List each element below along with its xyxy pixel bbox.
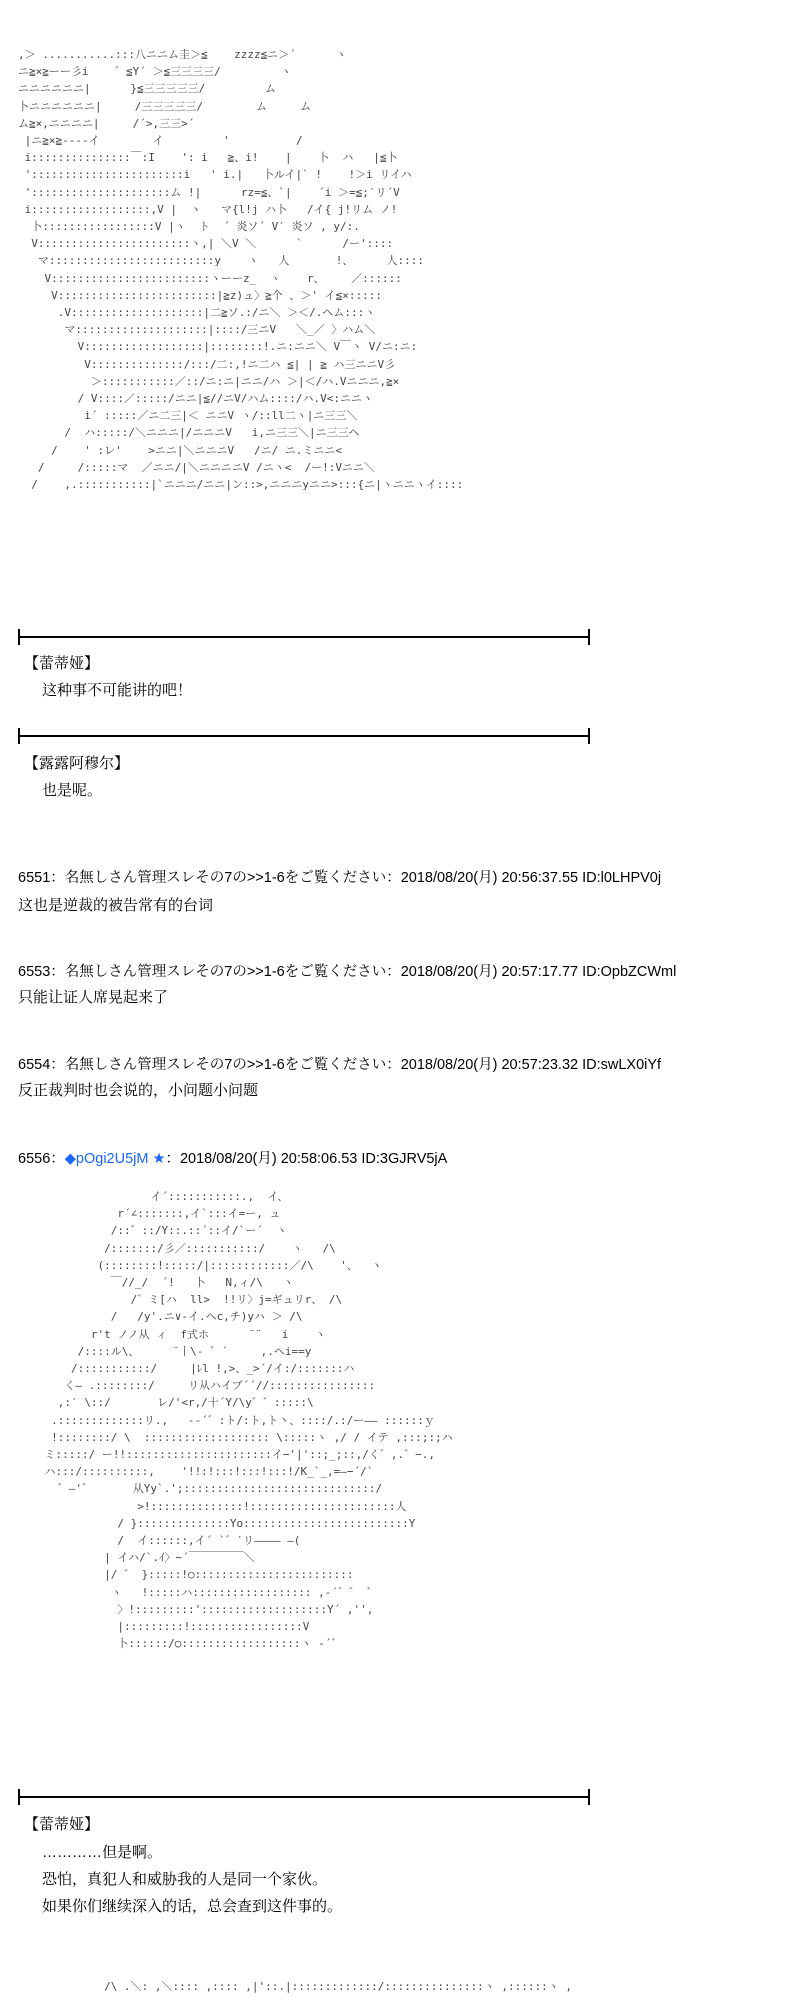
post-body: 反正裁判时也会说的，小问题小问题 [18, 1082, 259, 1099]
post-header: 6554：名無しさん管理スレその7の>>1-6をご覧ください：2018/08/20(月) 20:57:23.32 ID:swLX0iYf [18, 1057, 662, 1073]
speech-line: …………但是啊。 [42, 1844, 163, 1861]
speaker-name: 【蕾蒂娅】 [24, 655, 100, 672]
speech-line: 也是呢。 [42, 782, 103, 799]
trip-code[interactable]: ◆pOgi2U5jM ★ [64, 1151, 166, 1167]
post-header-6556 [18, 1149, 447, 1169]
post-body: 这也是逆裁的被告常有的台词 [18, 897, 214, 914]
divider [18, 735, 590, 737]
divider [18, 636, 590, 638]
speaker-name: 【露露阿穆尔】 [24, 755, 130, 772]
speech-line: 如果你们继续深入的话，总会查到这件事的。 [42, 1898, 343, 1915]
speech-line: 这种事不可能讲的吧！ [42, 682, 193, 699]
ascii-art-bottom: イ´:::::::::::., イ、 r´∠:::::::,イ`:::イ=ー, ュ /::゛::/Y::.::´::イ/`ー´ ヽ /:::::::/彡／:::::::::::/ ヽ /\ (::::::::!:::::/|::::::::::::／/\ '、 ヽ ￣//_/ ´! 卜 N,ィ/\ ヽ /゛ミ[ハ ll> !!リ〉j=ギュリr、 /\ / /y'.ニ∨-イ.ヘc,チ)yハ ＞ /\ r't ノノ从 ィ f式ホ ¨¨ i ヽ /::::ル\、 ¨丨\- ゛´ ,.ヘi==y /:::::::::::/ |ﾚl !,>、_>´/イ:/:::::::ハ く― .::::::::/ リ从ハイブ´´//:::::::::::::::: ,:′ \::/ レ/'<r,/十´Y/\y゛゛:::::\ .:::::::::::::リ., -‐´゛:ト/:ト,ト丶、::::/.:/ー―― ::::::ｙ !::::::::/ \ ::::::::::::::::::: \:::::ヽ ,/ / イテ ,:::;:;ハ ミ:::::/ ー!!::::::::::::::::::::::イ−'|'::;_;::,/く゛,.゛−., ハ:::/::::::::::, '!!:!:::!:::!:::!/K_`_,=―−´/` ゛―'゛ 从Yy`.';:::::::::::::::::::::::::::::/ >!::::::::::::::!::::::::::::::::::::::人 / }::::::::::::::Yo:::::::::::::::::::::::::Y / イ::::::,イ´ `゛′リ―――― ―( | イハ/`.ｲ〉∼´￣￣￣￣￣＼ |/ ゛ }:::::!○:::::::::::::::::::::::: ヽ !:::::ハ:::::::::::::::::: ,‐´゛゛ ゛ 〉!:::::::::':::::::::::::::::::Y´ ,'', |:::::::::!:::::::::::::::::V 卜::::::/○::::::::::::::::::ヽ ‐´゛ [44, 1190, 453, 1651]
post-header: 6553：名無しさん管理スレその7の>>1-6をご覧ください：2018/08/20(月) 20:57:17.77 ID:OpbZCWml [18, 964, 677, 980]
post-number: 6556： [18, 1151, 65, 1167]
ascii-art-tail: /\ .＼: ,＼:::: ,:::: ,|'::.|:::::::::::::/:::::::::::::::ヽ ,::::::ヽ , [18, 1980, 572, 1993]
ascii-art-top: ,＞ ...........:::八ニニム圭＞≦ zzzz≦ニ＞´ ヽ ニ≧×≧ーー彡i ゛≦Y´ ＞≦三三三三/ ヽ ニニニニニニ| }≦三三三三三/ ム 卜ニニニニニニ| /三三三三三/ ム ム ム≧×,ニニニニ| /´>,三三>´ |ニ≧×≧----イ イ ' / i:::::::::::::::￣:I ': i ≧、i! | 卜 ハ |≦卜 ':::::::::::::::::::::::i ' i.| 卜ルイ|` ! !＞i リイハ ':::::::::::::::::::::ム !| rz=≦、`| ´i ＞=≦;′リ´V i::::::::::::::::::,V | ヽ マ{l!j ハ卜 /イ{ j!リム ノ! 卜:::::::::::::::::V |ヽ ト ´ 炎ソ´ V′ 炎ソ , y/:. V:::::::::::::::::::::::ヽ,| ＼V ＼ ` /ー':::: マ:::::::::::::::::::::::::y ヽ 人 !、 人:::: V::::::::::::::::::::::::ヽーーz_ ヽ r、 ／:::::: V::::::::::::::::::::::::|≧z)ュ〉≧个 、＞' イ≦×::::: .V::::::::::::::::::::|二≧ソ.:/ニ＼ ＞＜/.ヘム:::ヽ マ::::::::::::::::::::|::::/三ニV ＼_／ 〉ハム＼ V::::::::::::::::::|::::::::!.ニ:ニニ＼ V￣ヽ V/ニ:ニ: V::::::::::::::/:::/二:,!ニ二ハ ≦| | ≧ ハ三ニニV彡 ＞:::::::::::／::/ニ:ニ|ニニ/ハ ＞|＜/ハ.Vニニニ,≧× / V::::／:::::/ニニ|≦//ニV/ハム::::/ハ.V<:ニニヽ i´ :::::／ニ二三|＜ ニニV ヽ/::ll二ヽ|ニ三三＼ / ハ:::::/＼ニニニ|/ニニニV i,ニ三三＼|ニ三三ヘ / ' :レ' >ニニ|＼ニニニV /ニ/ ニ.ミニニ< / /:::::マ ／ニニ/|＼ニニニニV /ニヽ< /ー!:Vニニ＼ / ,.:::::::::::|`ニニニ/ニニ|ン::>,ニニニyニニ>:::{ニ|ヽニニヽイ:::: [18, 48, 464, 492]
divider [18, 1796, 590, 1798]
post-header: 6551：名無しさん管理スレその7の>>1-6をご覧ください：2018/08/20(月) 20:56:37.55 ID:l0LHPV0j [18, 870, 662, 886]
post-body: 只能让证人席晃起来了 [18, 989, 169, 1006]
speech-line: 恐怕，真犯人和威胁我的人是同一个家伙。 [42, 1871, 328, 1888]
post-meta: ：2018/08/20(月) 20:58:06.53 ID:3GJRV5jA [165, 1151, 448, 1167]
speaker-name: 【蕾蒂娅】 [24, 1816, 100, 1833]
